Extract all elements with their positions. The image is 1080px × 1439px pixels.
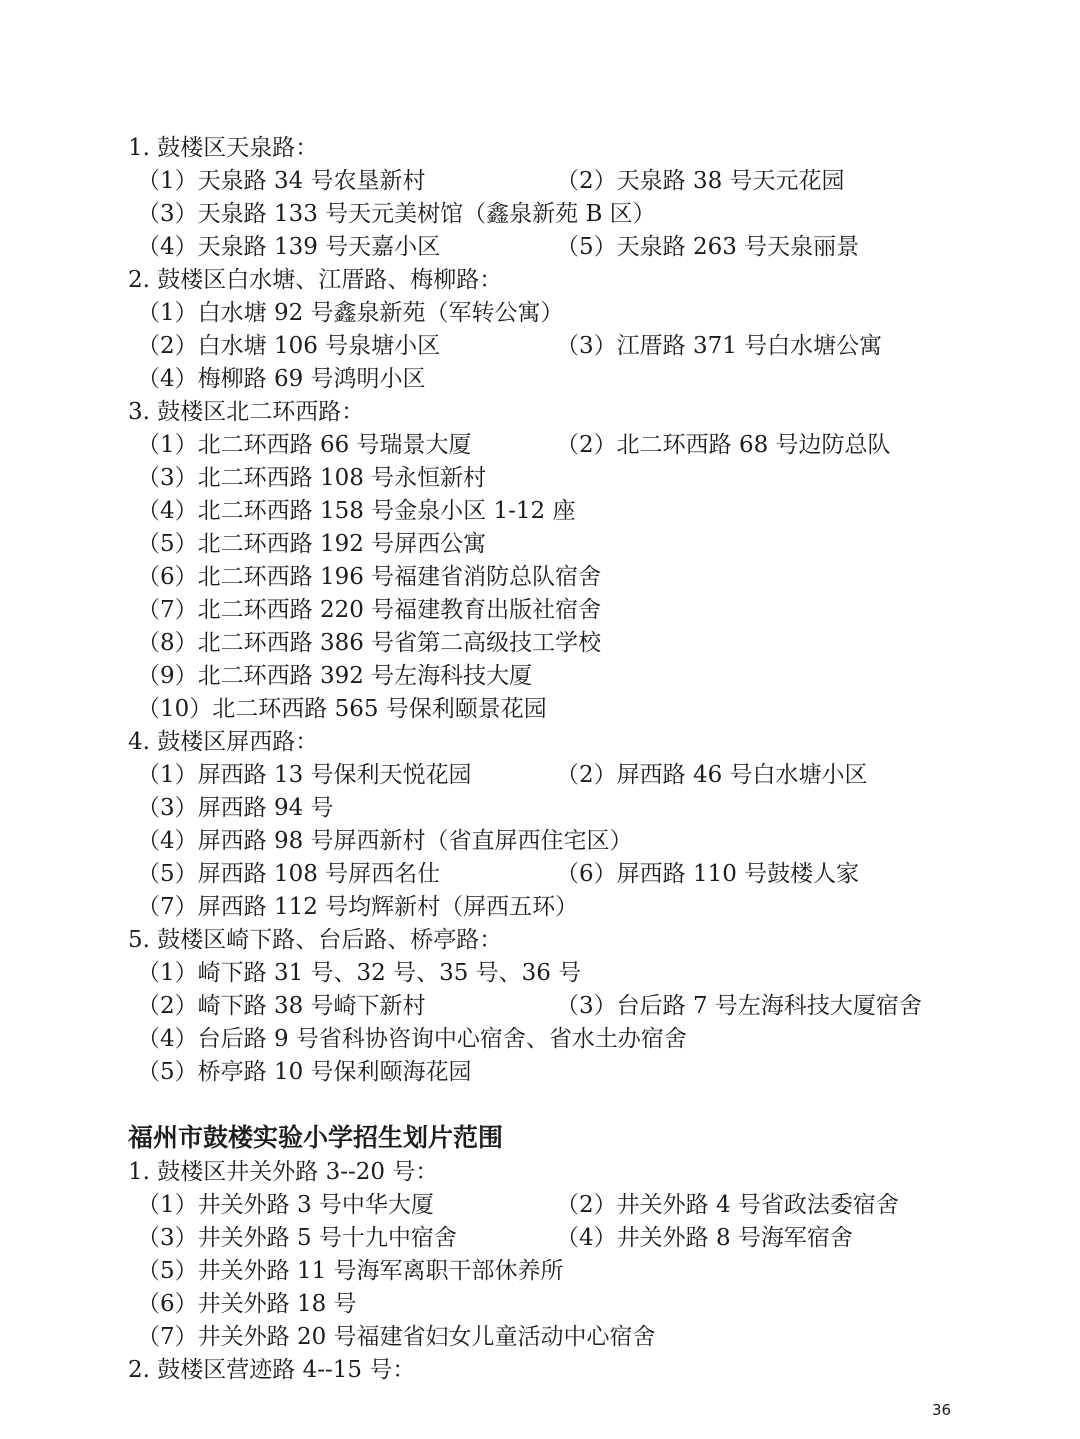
list-item: （4）井关外路 8 号海军宿舍 (556, 1225, 853, 1251)
school-heading: 福州市鼓楼实验小学招生划片范围 (128, 1123, 504, 1152)
section-5-title: 5. 鼓楼区崎下路、台后路、桥亭路： (128, 927, 503, 953)
list-item: （9）北二环西路 392 号左海科技大厦 (137, 663, 533, 689)
list-item: （7）北二环西路 220 号福建教育出版社宿舍 (137, 597, 602, 623)
list-item: （8）北二环西路 386 号省第二高级技工学校 (137, 630, 602, 656)
list-item: （3）屏西路 94 号 (137, 795, 334, 821)
section-1-title: 1. 鼓楼区天泉路： (128, 135, 319, 161)
list-item: （1）崎下路 31 号、32 号、35 号、36 号 (137, 960, 582, 986)
list-item: （5）北二环西路 192 号屏西公寓 (137, 531, 487, 557)
list-item: （6）井关外路 18 号 (137, 1291, 357, 1317)
list-item: （5）桥亭路 10 号保利颐海花园 (137, 1059, 472, 1085)
list-item: （2）白水塘 106 号泉塘小区 (137, 333, 441, 359)
list-item: （2）井关外路 4 号省政法委宿舍 (556, 1192, 899, 1218)
list-item: （7）井关外路 20 号福建省妇女儿童活动中心宿舍 (137, 1324, 656, 1350)
list-item: （5）天泉路 263 号天泉丽景 (556, 234, 860, 260)
list-item: （6）北二环西路 196 号福建省消防总队宿舍 (137, 564, 602, 590)
list-item: （10）北二环西路 565 号保利颐景花园 (137, 696, 547, 722)
list-item: （3）台后路 7 号左海科技大厦宿舍 (556, 993, 922, 1019)
list-item: （4）台后路 9 号省科协咨询中心宿舍、省水土办宿舍 (137, 1026, 687, 1052)
list-item: （2）天泉路 38 号天元花园 (556, 168, 845, 194)
list-item: （2）崎下路 38 号崎下新村 (137, 993, 426, 1019)
section-3-title: 3. 鼓楼区北二环西路： (128, 399, 365, 425)
list-item: （4）屏西路 98 号屏西新村（省直屏西住宅区） (137, 828, 633, 854)
list-item: （4）天泉路 139 号天嘉小区 (137, 234, 441, 260)
list-item: （1）白水塘 92 号鑫泉新苑（军转公寓） (137, 300, 564, 326)
page-number: 36 (932, 1401, 952, 1419)
list-item: （5）井关外路 11 号海军离职干部休养所 (137, 1258, 564, 1284)
list-item: （3）井关外路 5 号十九中宿舍 (137, 1225, 457, 1251)
list-item: （1）屏西路 13 号保利天悦花园 (137, 762, 472, 788)
list-item: （2）屏西路 46 号白水塘小区 (556, 762, 868, 788)
list-item: （3）天泉路 133 号天元美树馆（鑫泉新苑 B 区） (137, 201, 656, 227)
list-item: （3）北二环西路 108 号永恒新村 (137, 465, 487, 491)
section-2-title: 2. 鼓楼区白水塘、江厝路、梅柳路： (128, 267, 503, 293)
list-item: （1）北二环西路 66 号瑞景大厦 (137, 432, 472, 458)
list-item: （6）屏西路 110 号鼓楼人家 (556, 861, 860, 887)
list-item: （4）梅柳路 69 号鸿明小区 (137, 366, 426, 392)
list-item: （1）井关外路 3 号中华大厦 (137, 1192, 434, 1218)
list-item: （7）屏西路 112 号均辉新村（屏西五环） (137, 894, 579, 920)
list-item: （4）北二环西路 158 号金泉小区 1-12 座 (137, 498, 576, 524)
list-item: （3）江厝路 371 号白水塘公寓 (556, 333, 883, 359)
section-4-title: 4. 鼓楼区屏西路： (128, 729, 319, 755)
list-item: （1）天泉路 34 号农垦新村 (137, 168, 426, 194)
list-item: （2）北二环西路 68 号边防总队 (556, 432, 891, 458)
school-section-1-title: 1. 鼓楼区井关外路 3--20 号： (128, 1159, 439, 1185)
list-item: （5）屏西路 108 号屏西名仕 (137, 861, 441, 887)
school-section-2-title: 2. 鼓楼区营迹路 4--15 号： (128, 1357, 416, 1383)
